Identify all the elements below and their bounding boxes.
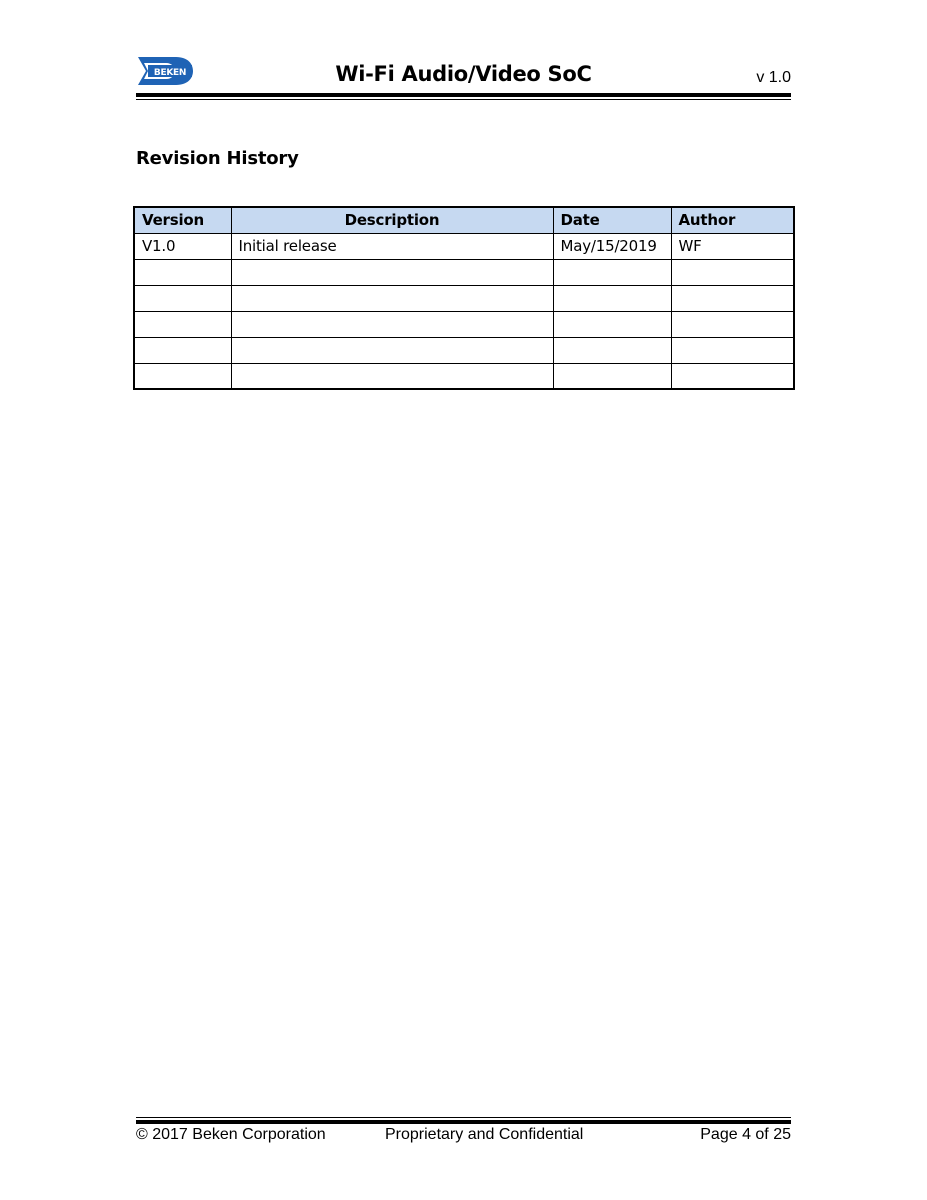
- table-cell-version: [134, 285, 231, 311]
- page-footer: [136, 1126, 791, 1148]
- svg-text:BEKEN: BEKEN: [153, 68, 187, 78]
- footer-rule-thick: [136, 1120, 791, 1124]
- table-row: [134, 363, 794, 389]
- table-row: [134, 337, 794, 363]
- table-cell-date: [553, 285, 671, 311]
- header-rule-thin: [136, 99, 791, 100]
- table-cell-author: WF: [671, 233, 794, 259]
- table-cell-author: [671, 363, 794, 389]
- table-cell-version: [134, 337, 231, 363]
- header-rule-thick: [136, 93, 791, 97]
- table-cell-date: [553, 311, 671, 337]
- table-cell-author: [671, 259, 794, 285]
- footer-copyright: © 2017 Beken Corporation: [136, 1126, 326, 1143]
- footer-page-number: Page 4 of 25: [700, 1126, 791, 1143]
- table-cell-date: [553, 363, 671, 389]
- table-cell-description: [231, 259, 553, 285]
- footer-confidentiality: Proprietary and Confidential: [385, 1126, 584, 1143]
- table-cell-description: [231, 311, 553, 337]
- table-cell-author: [671, 311, 794, 337]
- table-cell-author: [671, 285, 794, 311]
- column-header-description: Description: [231, 207, 553, 233]
- table-cell-version: [134, 363, 231, 389]
- table-cell-date: May/15/2019: [553, 233, 671, 259]
- table-cell-date: [553, 337, 671, 363]
- document-version: v 1.0: [756, 69, 791, 86]
- footer-rule-thin: [136, 1117, 791, 1118]
- table-cell-version: V1.0: [134, 233, 231, 259]
- table-cell-description: [231, 285, 553, 311]
- table-cell-version: [134, 311, 231, 337]
- column-header-date: Date: [553, 207, 671, 233]
- table-row: [134, 311, 794, 337]
- column-header-version: Version: [134, 207, 231, 233]
- section-heading: Revision History: [136, 148, 299, 169]
- revision-history-table: [133, 206, 795, 390]
- table-row: [134, 233, 794, 259]
- table-row: [134, 259, 794, 285]
- table-cell-description: [231, 337, 553, 363]
- table-row: [134, 285, 794, 311]
- document-title: Wi-Fi Audio/Video SoC: [335, 62, 592, 86]
- table-cell-description: Initial release: [231, 233, 553, 259]
- table-cell-version: [134, 259, 231, 285]
- table-cell-author: [671, 337, 794, 363]
- column-header-author: Author: [671, 207, 794, 233]
- table-cell-description: [231, 363, 553, 389]
- table-header-row: [134, 207, 794, 233]
- table-cell-date: [553, 259, 671, 285]
